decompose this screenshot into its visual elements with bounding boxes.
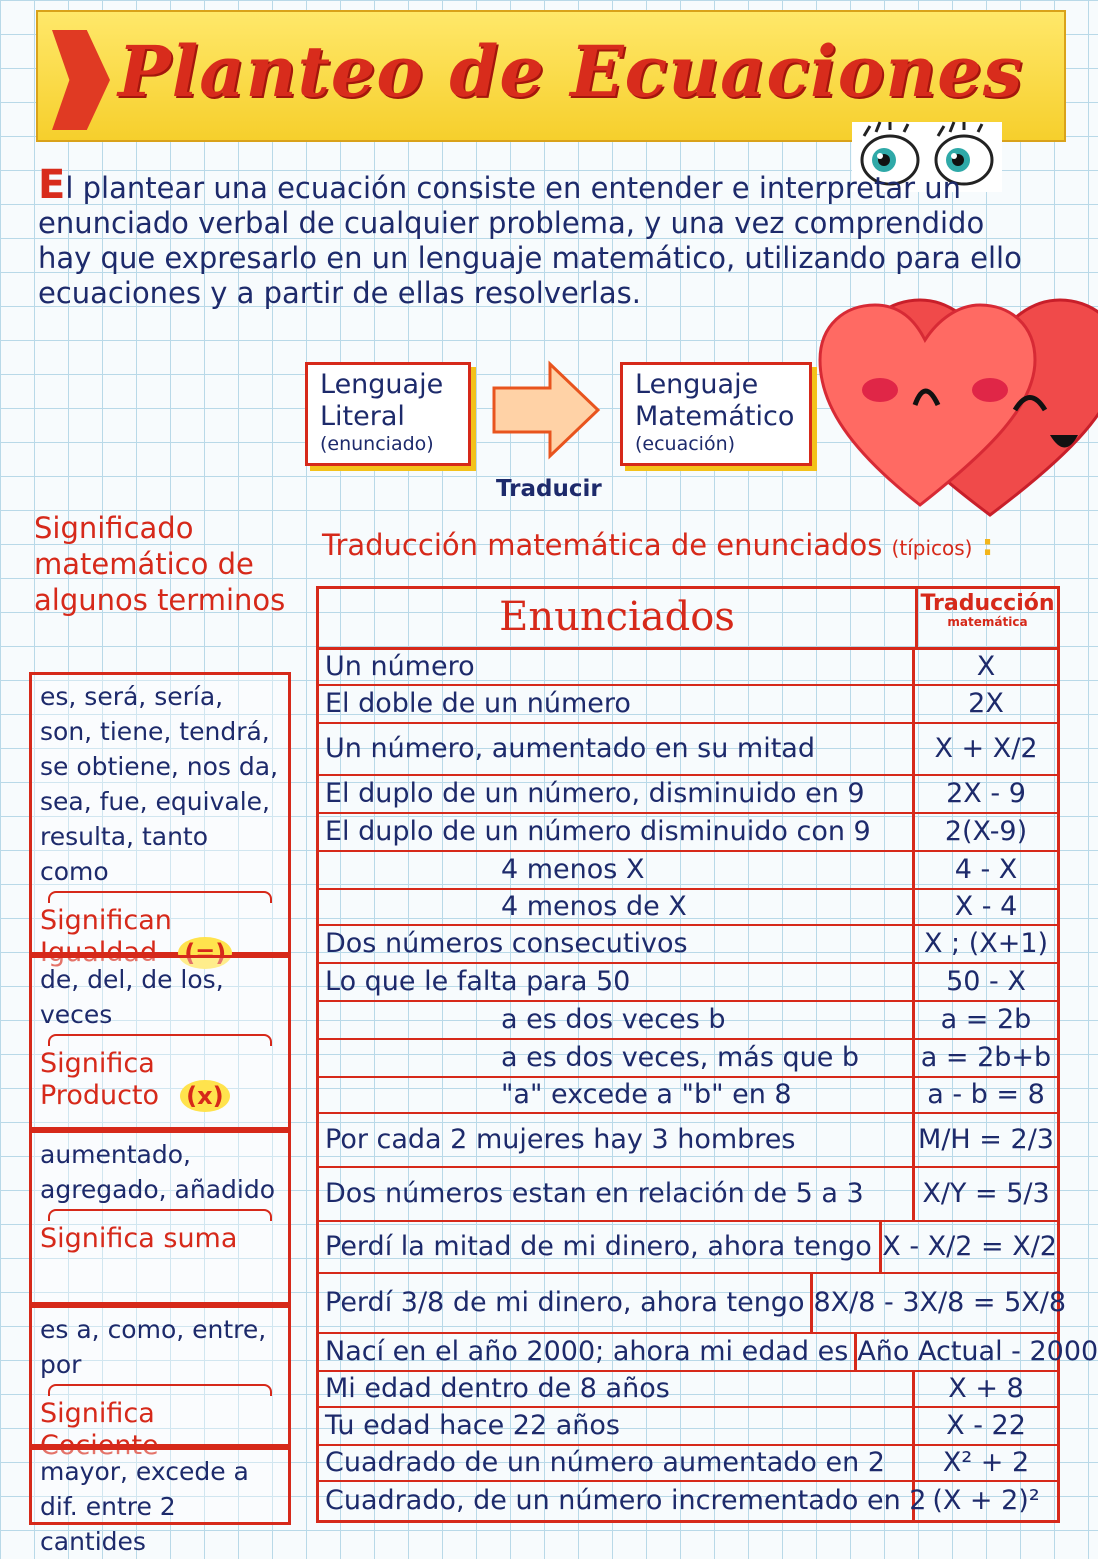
table-title-note: (típicos): [891, 536, 973, 560]
statement-cell: "a" excede a "b" en 8: [319, 1078, 915, 1112]
term-words: es, será, sería, son, tiene, tendrá, se obtiene, nos da, sea, fue, equivale, resulta, tanto como: [40, 682, 279, 886]
table-row: [319, 1168, 1057, 1222]
term-meaning: Significa Cociente: [40, 1398, 159, 1461]
literal-box-sub: (enunciado): [320, 433, 434, 455]
table-row: [319, 1222, 1057, 1274]
intro-paragraph: El plantear una ecuación consiste en entender e interpretar un enunciado verbal de cualquier problema, y una vez comprendido hay que expresarlo en un lenguaje matemático, utilizando para ello ecuaciones y a partir de ellas resolverlas.: [38, 162, 1022, 310]
translation-cell: 2(X-9): [944, 816, 1028, 847]
statement-cell: Lo que le falta para 50: [319, 964, 915, 1000]
brace: [48, 1034, 272, 1046]
translation-cell: 4 - X: [954, 854, 1018, 885]
translation-cell: X - 4: [954, 891, 1018, 922]
term-words: es a, como, entre, por: [40, 1315, 267, 1379]
brace: [48, 1209, 272, 1221]
translation-cell: X: [976, 651, 996, 682]
statement-cell: Por cada 2 mujeres hay 3 hombres: [319, 1114, 915, 1166]
table-row: [319, 1114, 1057, 1168]
translation-cell: a = 2b+b: [920, 1042, 1052, 1073]
table-row: [319, 724, 1057, 776]
header-translation: [918, 589, 1057, 647]
term-words: mayor, excede a dif. entre 2 cantides: [40, 1457, 249, 1556]
term-meaning: Significan Igualdad: [40, 905, 172, 968]
statement-cell: Un número: [319, 650, 915, 684]
translate-arrow-icon: [490, 360, 602, 460]
statement-cell: El doble de un número: [319, 686, 915, 722]
table-row: [319, 776, 1057, 814]
table-row: [319, 890, 1057, 926]
table-row: [319, 1274, 1067, 1334]
math-box-sub: (ecuación): [635, 433, 736, 455]
header-statement: Enunciados: [319, 589, 918, 647]
term-symbol: (=): [178, 937, 232, 969]
term-words: de, del, de los, veces: [40, 965, 224, 1029]
term-group-sum: [29, 1130, 291, 1305]
statement-cell: 4 menos X: [319, 852, 915, 888]
term-words: aumentado, agregado, añadido: [40, 1140, 276, 1204]
statement-cell: a es dos veces, más que b: [319, 1040, 915, 1076]
statement-cell: Perdí la mitad de mi dinero, ahora tengo: [319, 1222, 882, 1272]
header-translation-sub: matemática: [947, 615, 1028, 629]
header-translation-label: Traducción: [920, 591, 1055, 616]
translation-cell: 2X - 9: [946, 778, 1026, 809]
translation-cell: X - 22: [946, 1410, 1026, 1441]
table-body: [319, 650, 1098, 1520]
table-row: [319, 1002, 1057, 1040]
table-row: [319, 1482, 1057, 1520]
table-row: [319, 1040, 1057, 1078]
table-row: [319, 1446, 1057, 1482]
translation-cell: X/Y = 5/3: [922, 1178, 1050, 1209]
literal-box-line2: Literal: [320, 401, 405, 432]
table-row: [319, 1078, 1057, 1114]
table-row: [319, 650, 1057, 686]
translation-cell: Año Actual - 2000: [857, 1336, 1098, 1367]
term-meaning: Significa suma: [40, 1223, 238, 1254]
math-box-line2: Matemático: [635, 401, 795, 432]
translation-cell: X - X/2 = X/2: [882, 1231, 1057, 1262]
brace: [48, 891, 272, 903]
translation-cell: X + 8: [948, 1373, 1024, 1404]
statement-cell: Cuadrado, de un número incrementado en 2: [319, 1482, 915, 1520]
translation-cell: X² + 2: [942, 1447, 1030, 1478]
term-group-difference: [29, 1447, 291, 1556]
table-row: [319, 852, 1057, 890]
statement-cell: a es dos veces b: [319, 1002, 915, 1038]
translation-cell: M/H = 2/3: [918, 1124, 1054, 1155]
statement-cell: Cuadrado de un número aumentado en 2: [319, 1446, 915, 1480]
term-group-product: [29, 955, 291, 1130]
translate-label: Traducir: [496, 476, 602, 502]
term-symbol: (x): [180, 1080, 229, 1112]
math-language-box: [620, 362, 812, 466]
statement-cell: El duplo de un número disminuido con 9: [319, 814, 915, 850]
statement-cell: 4 menos de X: [319, 890, 915, 924]
table-row: [319, 926, 1057, 964]
table-row: [319, 1372, 1057, 1408]
translation-cell: 2X: [968, 688, 1004, 719]
literal-language-box: [305, 362, 471, 466]
translation-cell: a - b = 8: [927, 1079, 1045, 1110]
translation-table: [316, 586, 1098, 1523]
statement-cell: Mi edad dentro de 8 años: [319, 1372, 915, 1406]
statement-cell: Tu edad hace 22 años: [319, 1408, 915, 1444]
literal-box-line1: Lenguaje: [320, 369, 444, 400]
sidebar-title: Significado matemático de algunos terminos: [34, 511, 286, 617]
term-group-equality: [29, 672, 291, 968]
term-group-quotient: [29, 1305, 291, 1461]
term-meaning: Significa Producto: [40, 1048, 160, 1111]
brace: [48, 1384, 272, 1396]
table-row: [319, 686, 1057, 724]
table-row: [319, 964, 1057, 1002]
table-row: [319, 814, 1057, 852]
translation-cell: X + X/2: [934, 733, 1038, 764]
translation-cell: (X + 2)²: [932, 1485, 1040, 1516]
statement-cell: Un número, aumentado en su mitad: [319, 724, 915, 774]
hearts-icon: [820, 285, 1080, 535]
table-row: [319, 1408, 1057, 1446]
statement-cell: Nací en el año 2000; ahora mi edad es: [319, 1334, 857, 1370]
translation-cell: a = 2b: [940, 1004, 1032, 1035]
page-title: Planteo de Ecuaciones: [118, 30, 1024, 113]
table-row: [319, 1334, 1098, 1372]
table-title: [322, 528, 993, 562]
table-title-text: Traducción matemática de enunciados: [322, 528, 883, 562]
translation-cell: X ; (X+1): [923, 928, 1049, 959]
statement-cell: Dos números estan en relación de 5 a 3: [319, 1168, 915, 1220]
statement-cell: Dos números consecutivos: [319, 926, 915, 962]
math-box-line1: Lenguaje: [635, 369, 759, 400]
statement-cell: Perdí 3/8 de mi dinero, ahora tengo: [319, 1274, 813, 1332]
translation-cell: 8X/8 - 3X/8 = 5X/8: [813, 1287, 1067, 1318]
statement-cell: El duplo de un número, disminuido en 9: [319, 776, 915, 812]
table-title-colon: :: [981, 528, 994, 562]
table-header: [319, 589, 1057, 650]
translation-cell: 50 - X: [946, 966, 1026, 997]
